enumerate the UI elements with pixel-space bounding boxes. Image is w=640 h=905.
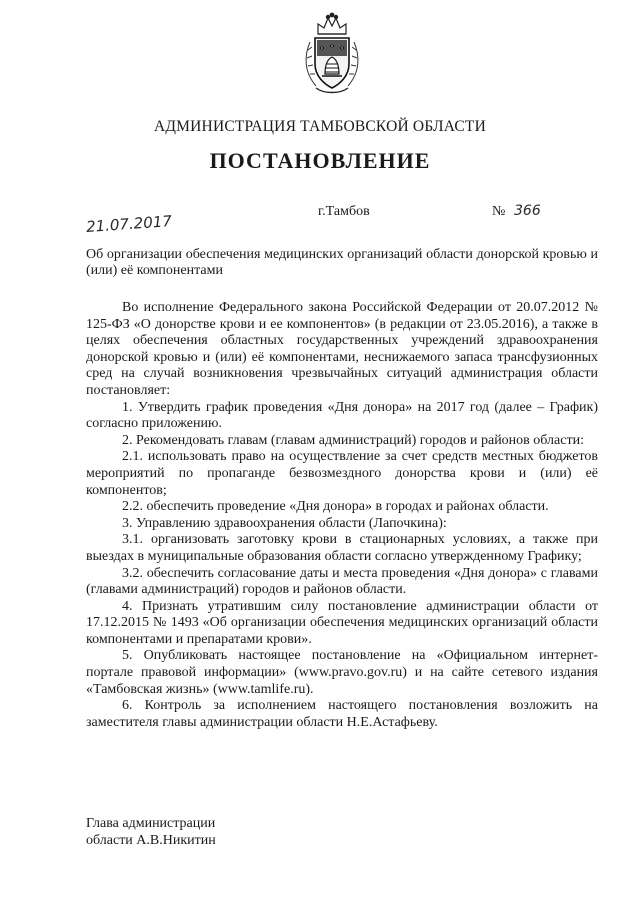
coat-of-arms-icon: [302, 12, 362, 96]
document-number-label: №: [492, 204, 506, 219]
paragraph-item-6: 6. Контроль за исполнением настоящего постановления возложить на заместителя главы администрации области Н.Е.Астафьеву.: [86, 698, 598, 730]
paragraph-item-3-1: 3.1. организовать заготовку крови в стационарных условиях, а также при выездах в муниципальные образования области согласно утвержденному Графику;: [86, 532, 598, 564]
document-date: 21.07.2017: [85, 212, 173, 236]
paragraph-item-3-2: 3.2. обеспечить согласование даты и места проведения «Дня донора» с главами (главами администраций) городов и районов области.: [86, 565, 598, 598]
paragraph-item-3: 3. Управлению здравоохранения области (Лапочкина):: [122, 515, 447, 531]
signature-title: Глава администрации: [86, 816, 216, 831]
signature-name: области А.В.Никитин: [86, 833, 216, 848]
paragraph-preamble: Во исполнение Федерального закона Российской Федерации от 20.07.2012 № 125-ФЗ «О донорстве крови и ее компонентов» (в редакции от 23.05.2016), а также в целях обеспечения областных государственных учреждений здравоохранения донорской кровью и (или) её компонентами, неснижаемого запаса трансфузионных сред на случай возникновения чрезвычайных ситуаций администрация области постановляет:: [86, 300, 598, 398]
organization-title: АДМИНИСТРАЦИЯ ТАМБОВСКОЙ ОБЛАСТИ: [154, 118, 486, 135]
paragraph-item-2-2: 2.2. обеспечить проведение «Дня донора» в городах и районах области.: [122, 499, 549, 515]
paragraph-item-1: 1. Утвердить график проведения «Дня донора» на 2017 год (далее – График) согласно приложению.: [86, 399, 598, 432]
document-type-title: ПОСТАНОВЛЕНИЕ: [209, 148, 431, 173]
paragraph-item-2-1: 2.1. использовать право на осуществление за счет средств местных бюджетов мероприятий по пропаганде безвозмездного донорства крови и (или) её компонентов;: [86, 449, 598, 498]
paragraph-item-5: 5. Опубликовать настоящее постановление на «Официальном интернет-портале правовой информации» (www.pravo.gov.ru) и на сайте сетевого издания «Тамбовская жизнь» (www.tamlife.ru).: [86, 648, 598, 697]
paragraph-item-4: 4. Признать утратившим силу постановление администрации области от 17.12.2015 № 1493 «Об организации обеспечения медицинских организаций области компонентами и препаратами крови».: [86, 598, 598, 647]
signature-block: [86, 815, 216, 849]
document-city: г.Тамбов: [318, 204, 370, 219]
paragraph-item-2: 2. Рекомендовать главам (главам администраций) городов и районов области:: [122, 432, 584, 448]
document-number: 366: [514, 203, 541, 219]
document-subject: Об организации обеспечения медицинских организаций области донорской кровью и (или) её компонентами: [86, 247, 598, 278]
document-body: [86, 300, 598, 731]
